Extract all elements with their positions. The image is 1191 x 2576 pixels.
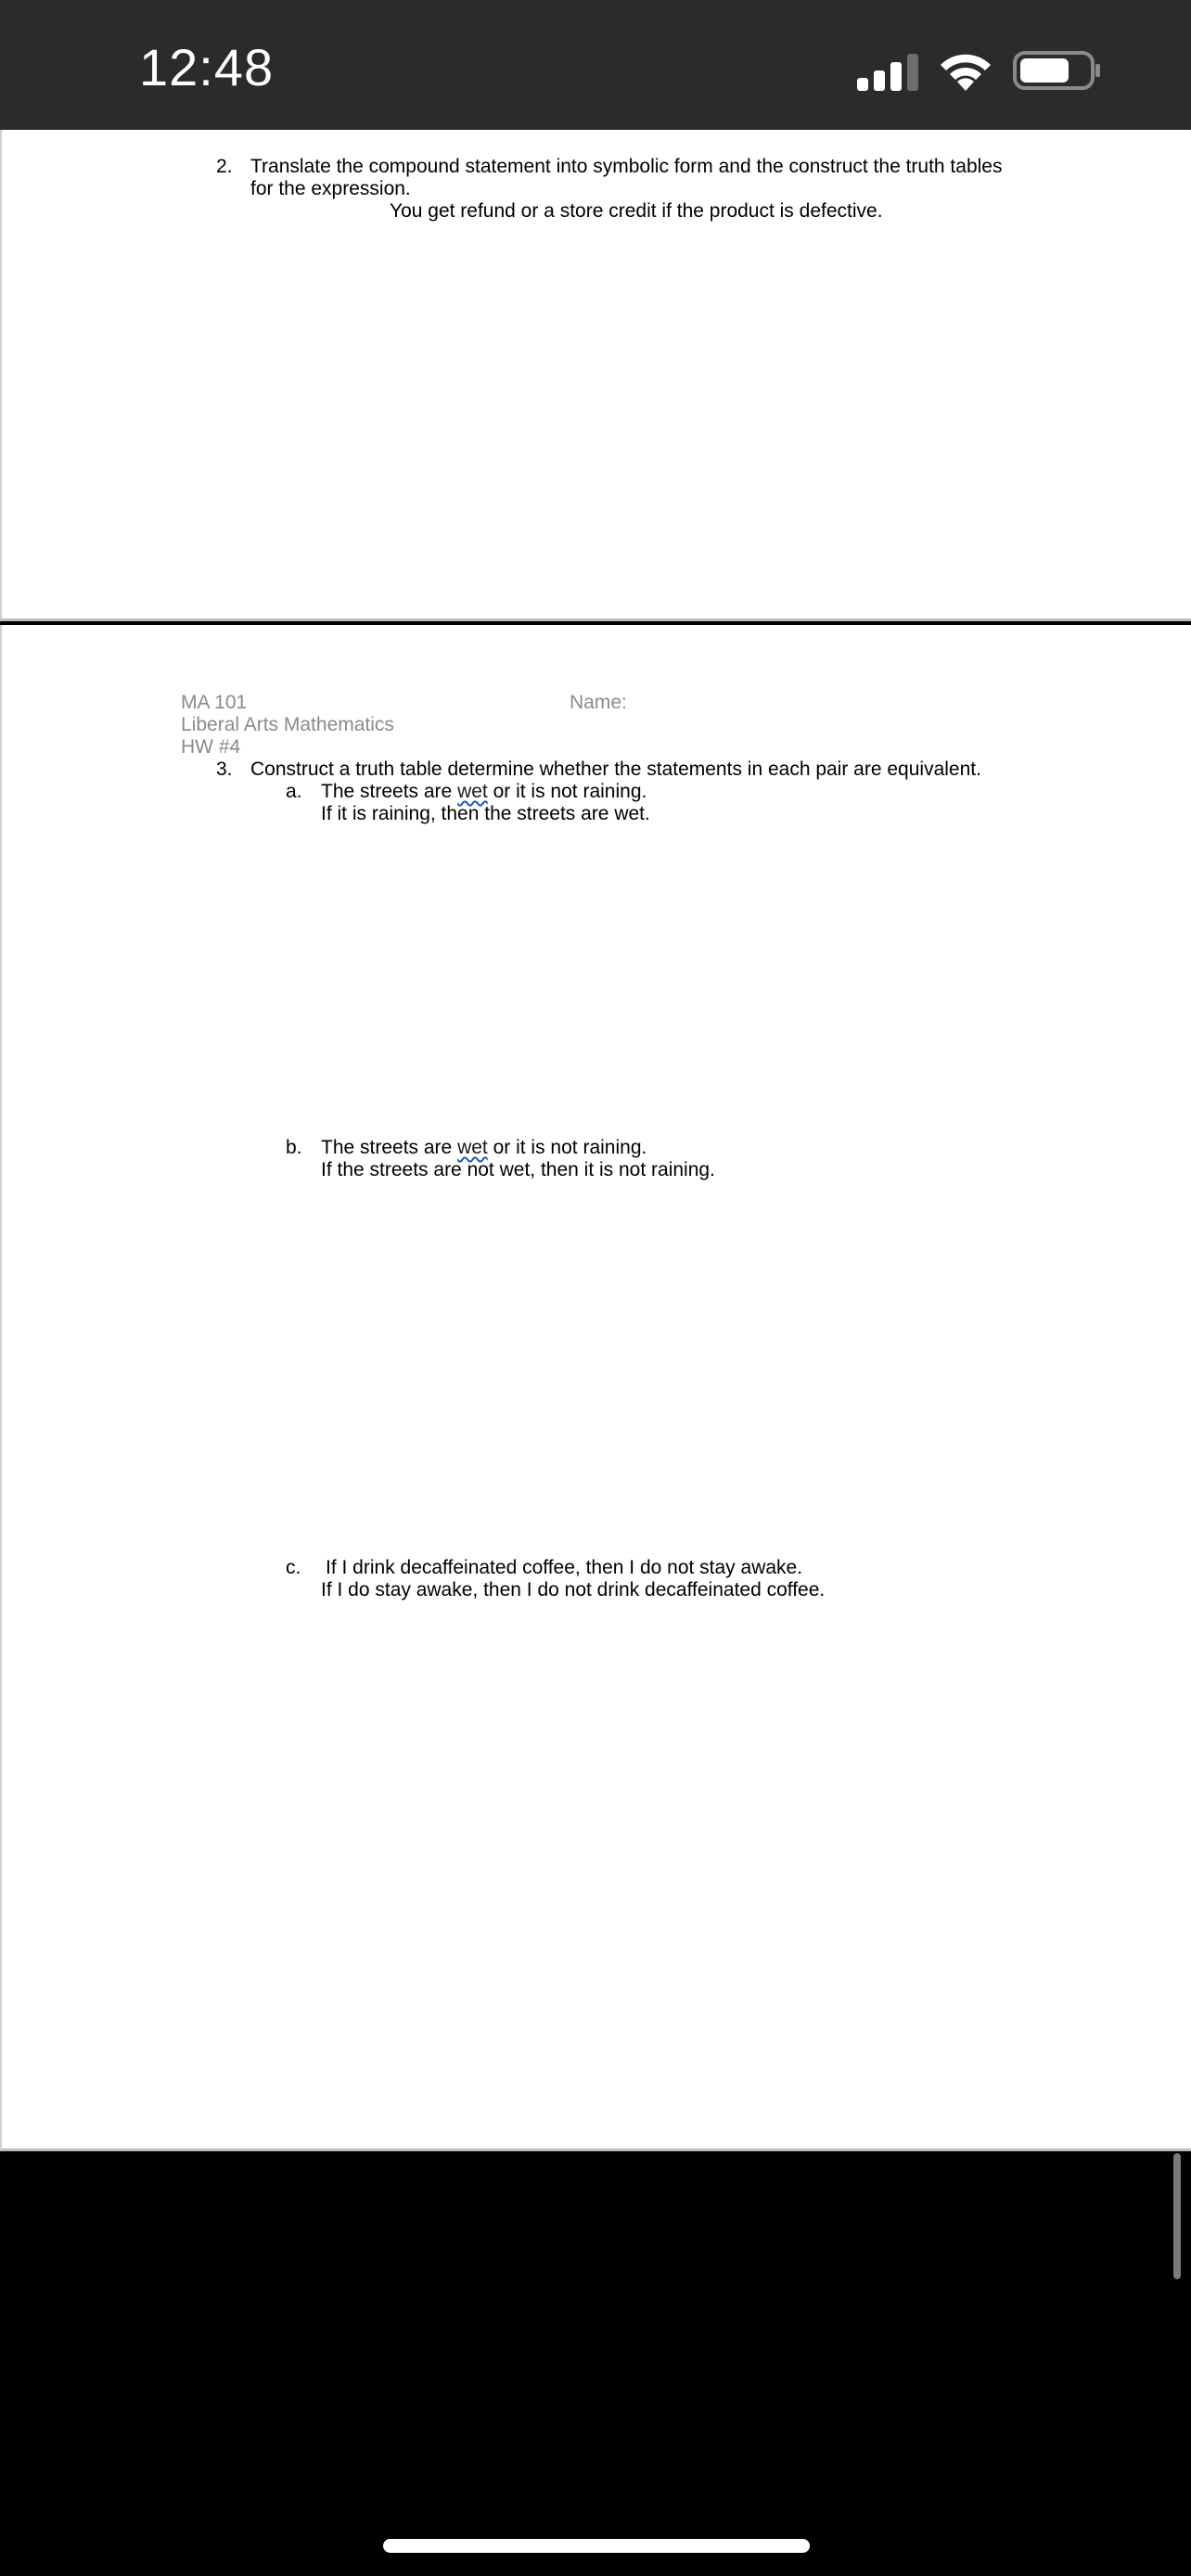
- wifi-icon: [937, 50, 994, 93]
- part-c-line-2: If I do stay awake, then I do not drink decaffeinated coffee.: [321, 1579, 826, 1600]
- scrollbar-thumb[interactable]: [1173, 2153, 1181, 2279]
- part-b-line-1-pre: The streets are: [321, 1137, 458, 1158]
- question-3-prompt: Construct a truth table determine whether the statements in each pair are equivalent.: [250, 759, 981, 780]
- homework-label: HW #4: [181, 736, 241, 758]
- part-a-line-1-pre: The streets are: [321, 781, 458, 802]
- part-b-letter: b.: [286, 1137, 302, 1158]
- part-b-line-1-post: or it is not raining.: [487, 1137, 647, 1158]
- part-a-letter: a.: [286, 781, 302, 802]
- part-b-line-2: If the streets are not wet, then it is not raining.: [321, 1159, 715, 1180]
- part-b-line-1: [321, 1137, 647, 1159]
- course-subject: Liberal Arts Mathematics: [181, 714, 394, 735]
- part-a-line-1-post: or it is not raining.: [487, 781, 647, 802]
- question-3-number: 3.: [216, 759, 233, 780]
- document-page-2[interactable]: [0, 625, 1191, 2151]
- cellular-signal-icon: [855, 52, 920, 91]
- part-c-letter: c.: [286, 1557, 301, 1578]
- battery-icon: [1013, 49, 1102, 92]
- status-bar: [0, 0, 1191, 130]
- spellcheck-word[interactable]: wet: [457, 1137, 488, 1158]
- question-2-line-2: for the expression.: [250, 178, 411, 199]
- document-page-1[interactable]: [0, 130, 1191, 621]
- spellcheck-word[interactable]: wet: [457, 781, 488, 802]
- name-label: Name:: [570, 692, 627, 713]
- home-indicator[interactable]: [383, 2539, 810, 2553]
- part-c-line-1: If I drink decaffeinated coffee, then I do not stay awake.: [326, 1557, 803, 1578]
- status-time: 12:48: [139, 38, 275, 96]
- question-2-number: 2.: [216, 156, 233, 177]
- course-code: MA 101: [181, 692, 248, 713]
- question-2-statement: You get refund or a store credit if the product is defective.: [390, 200, 883, 222]
- part-a-line-1: [321, 781, 647, 803]
- part-a-line-2: If it is raining, then the streets are wet.: [321, 803, 650, 824]
- question-2-line-1: Translate the compound statement into symbolic form and the construct the truth tables: [250, 156, 1003, 177]
